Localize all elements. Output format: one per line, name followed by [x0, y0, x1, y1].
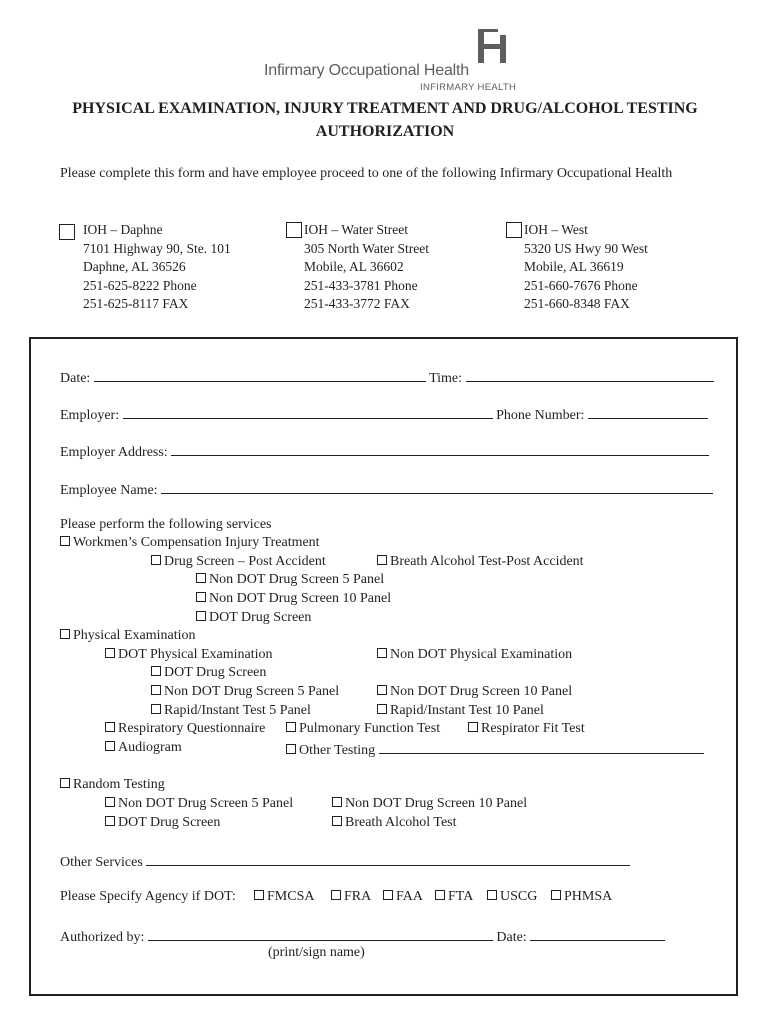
pe-dot-drug-screen-option[interactable] — [151, 665, 266, 681]
agency-row — [60, 889, 236, 905]
location-water-street — [304, 221, 429, 314]
rt-non-dot-10-panel-option[interactable] — [332, 796, 527, 812]
checkbox[interactable] — [151, 685, 161, 695]
location-name: IOH – Water Street — [304, 222, 409, 237]
checkbox[interactable] — [60, 778, 70, 788]
auth-date-field[interactable] — [530, 927, 665, 941]
location-daphne-checkbox[interactable] — [59, 224, 75, 240]
checkbox[interactable] — [468, 722, 478, 732]
rt-non-dot-5-panel-option[interactable] — [105, 796, 293, 812]
checkbox[interactable] — [60, 536, 70, 546]
auth-date-label: Date: — [496, 930, 527, 945]
pe-non-dot-5-panel-option[interactable] — [151, 684, 339, 700]
option-label: Audiogram — [118, 740, 182, 755]
checkbox[interactable] — [286, 722, 296, 732]
other-testing-field[interactable] — [379, 740, 704, 754]
form-title-line2: AUTHORIZATION — [315, 123, 455, 140]
agency-fra-option[interactable] — [331, 889, 371, 905]
option-label: Drug Screen – Post Accident — [164, 554, 326, 569]
drug-screen-post-accident-option[interactable] — [151, 554, 326, 570]
checkbox[interactable] — [286, 744, 296, 754]
authorized-by-row — [60, 927, 665, 946]
checkbox[interactable] — [332, 797, 342, 807]
location-west-checkbox[interactable] — [506, 222, 522, 238]
pe-non-dot-10-panel-option[interactable] — [377, 684, 572, 700]
employer-label: Employer: — [60, 408, 120, 423]
agency-fmcsa-option[interactable] — [254, 889, 314, 905]
date-label: Date: — [60, 371, 91, 386]
location-name: IOH – Daphne — [83, 222, 163, 237]
employer-address-row — [60, 442, 709, 461]
date-field[interactable] — [94, 368, 426, 382]
other-services-label: Other Services — [60, 855, 143, 870]
location-phone: 251-625-8222 Phone — [83, 277, 197, 293]
option-label: Other Testing — [299, 743, 376, 758]
option-label: FTA — [448, 889, 474, 904]
option-label: DOT Physical Examination — [118, 647, 273, 662]
location-fax: 251-433-3772 FAX — [304, 296, 410, 311]
agency-fta-option[interactable] — [435, 889, 473, 905]
workmens-comp-option[interactable] — [60, 535, 320, 551]
respiratory-questionnaire-option[interactable] — [105, 721, 265, 737]
form-title-line1: PHYSICAL EXAMINATION, INJURY TREATMENT AND DRUG/ALCOHOL TESTING — [72, 100, 698, 117]
option-label: PHMSA — [564, 889, 613, 904]
checkbox[interactable] — [105, 741, 115, 751]
option-label: Non DOT Drug Screen 10 Panel — [345, 796, 528, 811]
date-time-row — [60, 368, 714, 387]
checkbox[interactable] — [377, 685, 387, 695]
pulmonary-function-option[interactable] — [286, 721, 440, 737]
intro-text: Please complete this form and have employee proceed to one of the following Infirmary Occupational Health — [60, 166, 673, 181]
audiogram-option[interactable] — [105, 740, 182, 756]
time-field[interactable] — [466, 368, 714, 382]
agency-label: Please Specify Agency if DOT: — [60, 889, 236, 904]
employee-name-field[interactable] — [161, 480, 713, 494]
option-label: FRA — [344, 889, 372, 904]
option-label: Rapid/Instant Test 10 Panel — [390, 703, 544, 718]
option-label: Random Testing — [73, 777, 165, 792]
checkbox[interactable] — [105, 648, 115, 658]
option-label: Breath Alcohol Test-Post Accident — [390, 554, 584, 569]
agency-faa-option[interactable] — [383, 889, 423, 905]
time-label: Time: — [429, 371, 463, 386]
employee-name-row — [60, 480, 713, 499]
checkbox[interactable] — [377, 555, 387, 565]
checkbox[interactable] — [105, 797, 115, 807]
option-label: Non DOT Physical Examination — [390, 647, 573, 662]
non-dot-5-panel-option[interactable] — [196, 572, 384, 588]
authorized-by-label: Authorized by: — [60, 930, 145, 945]
checkbox[interactable] — [196, 592, 206, 602]
phone-label: Phone Number: — [496, 408, 585, 423]
option-label: FMCSA — [267, 889, 315, 904]
employer-address-label: Employer Address: — [60, 445, 168, 460]
location-name: IOH – West — [524, 222, 588, 237]
non-dot-10-panel-option[interactable] — [196, 591, 391, 607]
option-label: Non DOT Drug Screen 10 Panel — [390, 684, 573, 699]
employer-row — [60, 405, 708, 424]
option-label: USCG — [500, 889, 538, 904]
option-label: DOT Drug Screen — [164, 665, 267, 680]
option-label: Breath Alcohol Test — [345, 815, 457, 830]
checkbox[interactable] — [151, 555, 161, 565]
dot-physical-option[interactable] — [105, 647, 273, 663]
infirmary-ih-icon — [478, 29, 506, 63]
logo-subtitle: INFIRMARY HEALTH — [420, 82, 517, 93]
option-label: Rapid/Instant Test 5 Panel — [164, 703, 311, 718]
checkbox[interactable] — [383, 890, 393, 900]
employee-name-label: Employee Name: — [60, 483, 158, 498]
checkbox[interactable] — [60, 629, 70, 639]
location-city: Daphne, AL 36526 — [83, 259, 186, 274]
option-label: Physical Examination — [73, 628, 196, 643]
option-label: DOT Drug Screen — [118, 815, 221, 830]
location-phone: 251-660-7676 Phone — [524, 277, 638, 293]
option-label: Non DOT Drug Screen 5 Panel — [164, 684, 340, 699]
logo-name: Infirmary Occupational Health — [264, 62, 469, 79]
employer-address-field[interactable] — [171, 442, 709, 456]
print-sign-caption: (print/sign name) — [268, 945, 365, 960]
checkbox[interactable] — [435, 890, 445, 900]
checkbox[interactable] — [151, 704, 161, 714]
phone-field[interactable] — [588, 405, 708, 419]
other-services-field[interactable] — [146, 852, 630, 866]
option-label: Workmen’s Compensation Injury Treatment — [73, 535, 320, 550]
location-address: 5320 US Hwy 90 West — [524, 240, 648, 256]
authorized-by-field[interactable] — [148, 927, 493, 941]
location-address: 305 North Water Street — [304, 240, 430, 256]
checkbox[interactable] — [332, 816, 342, 826]
other-testing-option[interactable] — [286, 740, 704, 759]
checkbox[interactable] — [331, 890, 341, 900]
checkbox[interactable] — [487, 890, 497, 900]
rt-breath-alcohol-option[interactable] — [332, 815, 457, 831]
option-label: Non DOT Drug Screen 5 Panel — [209, 572, 385, 587]
non-dot-physical-option[interactable] — [377, 647, 572, 663]
physical-exam-option[interactable] — [60, 628, 195, 644]
rt-dot-drug-screen-option[interactable] — [105, 815, 220, 831]
agency-phmsa-option[interactable] — [551, 889, 612, 905]
checkbox[interactable] — [377, 704, 387, 714]
location-water-street-checkbox[interactable] — [286, 222, 302, 238]
checkbox[interactable] — [196, 573, 206, 583]
rapid-10-panel-option[interactable] — [377, 703, 544, 719]
checkbox[interactable] — [105, 816, 115, 826]
option-label: Respirator Fit Test — [481, 721, 585, 736]
dot-drug-screen-option[interactable] — [196, 610, 311, 626]
option-label: Non DOT Drug Screen 5 Panel — [118, 796, 294, 811]
checkbox[interactable] — [551, 890, 561, 900]
location-daphne — [83, 221, 231, 314]
rapid-5-panel-option[interactable] — [151, 703, 311, 719]
option-label: Non DOT Drug Screen 10 Panel — [209, 591, 392, 606]
checkbox[interactable] — [105, 722, 115, 732]
respirator-fit-option[interactable] — [468, 721, 585, 737]
location-address: 7101 Highway 90, Ste. 101 — [83, 240, 231, 256]
other-services-row — [60, 852, 630, 871]
checkbox[interactable] — [196, 611, 206, 621]
location-phone: 251-433-3781 Phone — [304, 277, 418, 293]
agency-uscg-option[interactable] — [487, 889, 537, 905]
location-city: Mobile, AL 36619 — [524, 259, 624, 274]
option-label: Pulmonary Function Test — [299, 721, 441, 736]
employer-field[interactable] — [123, 405, 493, 419]
location-west — [524, 221, 648, 314]
location-city: Mobile, AL 36602 — [304, 259, 404, 274]
random-testing-option[interactable] — [60, 777, 165, 793]
services-heading: Please perform the following services — [60, 517, 272, 532]
location-fax: 251-660-8348 FAX — [524, 296, 630, 311]
checkbox[interactable] — [151, 666, 161, 676]
option-label: DOT Drug Screen — [209, 610, 312, 625]
checkbox[interactable] — [377, 648, 387, 658]
option-label: Respiratory Questionnaire — [118, 721, 266, 736]
breath-alcohol-post-accident-option[interactable] — [377, 554, 584, 570]
checkbox[interactable] — [254, 890, 264, 900]
option-label: FAA — [396, 889, 423, 904]
location-fax: 251-625-8117 FAX — [83, 296, 189, 311]
